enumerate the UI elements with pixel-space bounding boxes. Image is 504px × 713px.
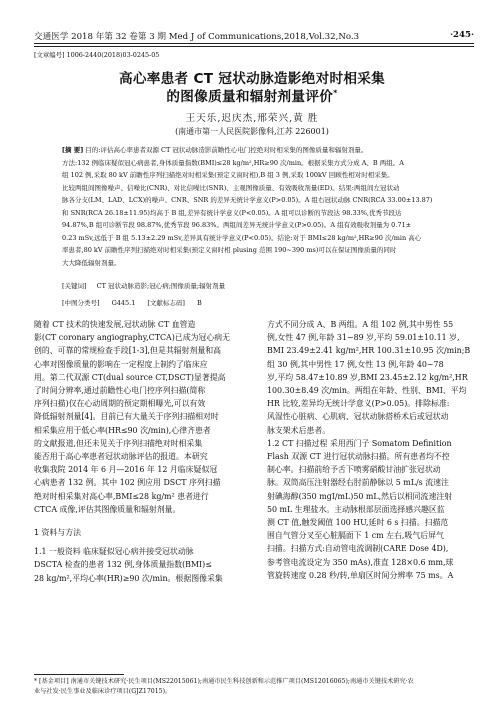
body-line: DSCTA 检查的患者 132 例,身体质量指数(BMI)≤ — [34, 560, 212, 570]
header-rule-thin — [34, 46, 474, 47]
body-line: BMI 23.49±2.41 kg/m²,HR 100.31±10.95 次/min;B — [267, 346, 471, 356]
header-rule — [34, 43, 474, 44]
doc-code-label: [文献标志码] — [147, 299, 185, 307]
classification — [62, 298, 214, 307]
keywords — [62, 281, 225, 290]
body-line: 制心率。扫描前给予舌下喷雾硝酸甘油扩张冠状动 — [267, 465, 441, 475]
body-line: 28 kg/m²,平均心率(HR)≥90 次/min。根据图像采集 — [34, 573, 223, 583]
abstract-line: 大大降低辐射剂量。 — [62, 258, 121, 267]
abstract-line: 方法:132 例临床疑似冠心病患者,身体质量指数(BMI)≤28 kg/m²,HR≥90 次/min。根据采集方式分成 A、B 两组。A — [62, 158, 404, 167]
body-line: 降低辐射剂量[4]。目前已有大量关于序列扫描相对时 — [34, 412, 219, 422]
body-line: 了时间分辨率,通过前瞻性心电门控序列扫描(简称 — [34, 386, 206, 396]
body-line: 的文献报道,但还未见关于序列扫描绝对时相采集 — [34, 438, 203, 448]
footnote — [34, 677, 474, 697]
body-line: 能否用于高心率患者冠状动脉评估的报道。本研究 — [34, 452, 208, 462]
body-left-column — [34, 318, 241, 585]
body-line: 测 CT 值,触发阈值 100 HU,延时 6 s 扫描。扫描范 — [267, 518, 449, 528]
body-line: CTCA 成像,评估其图像质量和辐射剂量。 — [34, 504, 181, 514]
body-line: Flash 双源 CT 进行冠状动脉扫描。所有患者均不控 — [267, 452, 450, 462]
article-id: [文章编号] 1006-2440(2018)03-0245-05 — [34, 51, 160, 59]
page-number: ·245· — [450, 30, 474, 40]
title-line-2-text: 的图像质量和辐射剂量评价 — [166, 89, 334, 105]
body-line: 随着 CT 技术的快速发展,冠状动脉 CT 血管造 — [34, 320, 196, 329]
body-line: 影(CT coronary angiography,CTCA)已成为冠心病无 — [34, 333, 231, 343]
abstract-line: 组 102 例,采取 80 kV 前瞻性序列扫描绝对时相采集(预定义窗时相),B 组 3 例,采取 100kV 回顾性相对时相采集。 — [62, 171, 394, 179]
body-line: 围自气管分叉至心脏膈面下 1 cm 左右,吸气后屏气 — [267, 531, 444, 541]
abstract-label: [摘 要] — [62, 146, 84, 154]
title-line-2 — [0, 85, 504, 105]
title-footnote-mark: * — [333, 88, 338, 98]
abstract-line: [摘 要] 目的:评估高心率患者双源 CT 冠状动脉造影前瞻性心电门控绝对时相采集的图像质量和辐射剂量。 — [62, 146, 368, 154]
abstract-line: 率患者,80 kV 前瞻性序列扫描绝对时相采集(预定义窗时相 plusing 范围 190~390 ms)可以在保证图像质量的同时 — [62, 246, 397, 254]
body-line: 管旋转速度 0.28 秒/转,单扇区时间分辨率 75 ms。A — [267, 570, 454, 580]
section-heading: 1 资料与方法 — [34, 528, 81, 538]
keywords-text: CT 冠状动脉造影;冠心病;图像质量;辐射剂量 — [96, 282, 226, 290]
body-line: 心病患者 132 例。其中 102 例应用 DSCT 序列扫描 — [34, 478, 221, 488]
abstract-line: 比较两组间图像噪声、信噪比(CNR)、对比信噪比(SNR)、主观图像质量、有效吸收剂量(ED)。结果:两组间左冠状动 — [62, 183, 400, 192]
body-line: 脉支架术后患者。 — [267, 425, 331, 435]
clc-value: G445.1 — [111, 299, 136, 307]
body-line: 绝对时相采集对高心率,BMI≤28 kg/m² 患者进行 — [34, 491, 209, 501]
authors: 王天乐,迟庆杰,邢荣兴,黄 胜 — [185, 113, 319, 124]
body-line: 扫描。扫描方式:自动管电流调制(CARE Dose 4D), — [267, 544, 449, 554]
body-line: 例,女性 47 例,年龄 31~89 岁,平均 59.01±10.11 岁, — [267, 333, 460, 343]
running-header — [34, 30, 474, 42]
clc-label: [中图分类号] — [62, 299, 100, 307]
body-line: 用。第二代双源 CT(dual source CT,DSCT)显著提高 — [34, 372, 226, 382]
abstract-line: 脉各分支(LM、LAD、LCX)的噪声、CNR、SNR 的差异无统计学意义(P>0.05)。A 组右冠状动脉 CNR(RCA 33.00±13.87) — [62, 196, 433, 204]
body-line: 射碘海醇(350 mgI/mL)50 mL,然后以相同流速注射 — [267, 491, 453, 501]
body-line: 岁,平均 58.47±10.89 岁,BMI 23.45±2.12 kg/m²,HR — [267, 372, 468, 382]
abstract-line: 和 SNR(RCA 26.18±11.95)均高于 B 组,差异有统计学意义(P<0.05)。A 组可以诊断的节段达 98.33%,优秀节段达 — [62, 208, 402, 217]
affiliation: (南通市第一人民医院影像科,江苏 226001) — [175, 127, 329, 136]
abstract-line: 0.23 mSv,远低于 B 组 5.13±2.29 mSv,差异具有统计学意义(P<0.05)。结论:对于 BMI≤28 kg/m²,HR≥90 次/min 高心 — [62, 233, 422, 242]
body-line: 方式不同分成 A、B 两组。A 组 102 例,其中男性 55 — [267, 320, 454, 329]
journal-citation: 交通医学 2018 年第 32 卷第 3 期 Med J of Communications,2018,Vol.32,No.3 — [34, 32, 360, 42]
body-line: 脉。双筒高压注射器经右肘前静脉以 5 mL/s 流速注 — [267, 478, 449, 488]
keywords-label: [关键词] — [62, 282, 87, 290]
body-line: 风湿性心脏病、心肌病、冠状动脉搭桥术后或冠状动 — [267, 412, 449, 422]
doc-code-value: B — [196, 299, 202, 307]
title-line-1: 高心率患者 CT 冠状动脉造影绝对时相采集 — [118, 71, 386, 87]
body-line: 100.30±8.49 次/min。两组在年龄、性别、BMI、平均 — [267, 386, 467, 396]
body-line: 创的、可靠的常规检查手段[1-3],但是其辐射剂量和高 — [34, 346, 222, 356]
body-line: HR 比较,差异均无统计学意义(P>0.05)。排除标准: — [267, 399, 450, 409]
body-line: 组 30 例,其中男性 17 例,女性 13 例,年龄 40~78 — [267, 359, 444, 369]
body-line: 序列扫描)仅在心动周期的预定期相曝光,可以有效 — [34, 399, 206, 409]
body-line: 50 mL 生理盐水。主动脉根部层面选择感兴趣区监 — [267, 504, 445, 514]
body-line: 1.1 一般资料 临床疑似冠心病并接受冠状动脉 — [34, 547, 194, 557]
footnote-line: 业与社发·民生事业及临床诊疗项目(GJZ17015)。 — [34, 688, 172, 695]
body-right-column — [267, 318, 474, 582]
body-line: 收集我院 2014 年 6 月—2016 年 12 月临床疑似冠 — [34, 465, 218, 475]
body-line: 相采集应用于低心率(HR≤90 次/min),心律齐患者 — [34, 425, 211, 435]
body-line: 参考管电流设定为 350 mAs),准直 128×0.6 mm,球 — [267, 557, 454, 567]
footnote-line: * [基金项目] 南通市关键技术研究·民生项目(MS22015061);南通市民生科技创新和示范推广项目(MS12016065);南通市关键技术研究·农 — [34, 678, 414, 685]
body-line: 1.2 CT 扫描过程 采用西门子 Somatom Definition — [267, 438, 452, 448]
footnote-rule — [34, 674, 124, 675]
abstract-line: 94.87%,B 组可诊断节段 98.87%,优秀节段 96.83%。两组间差异无统计学意义(P>0.05)。A 组有效吸收剂量为 0.71± — [62, 221, 412, 229]
body-line: 心率对图像质量的影响在一定程度上制约了临床应 — [34, 359, 208, 369]
